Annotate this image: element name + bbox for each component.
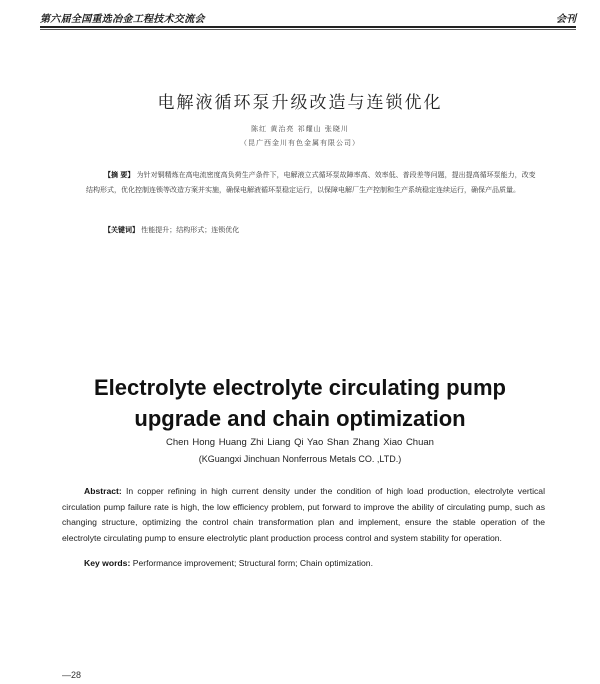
english-authors: Chen Hong Huang Zhi Liang Qi Yao Shan Zhang Xiao Chuan bbox=[166, 437, 434, 448]
proceedings-label: 会刊 bbox=[556, 14, 576, 25]
english-abstract-text: In copper refining in high current density under the condition of high load production, electrolyte vertical circulation pump failure rate is high, the low efficiency problem, put forward to improve the ability of circulating pump, such as changing structure, optimizing the control chain transformation plan and implement, ensure the stable operation of the electrolyte circulating pump to ensure electrolytic plant production process control and system stability for operation. bbox=[62, 486, 545, 543]
chinese-keywords-text: 性能提升；结构形式；连锁优化 bbox=[141, 226, 240, 234]
chinese-keywords-label: 【关键词】 bbox=[104, 225, 139, 234]
chinese-title: 电解液循环泵升级改造与连锁优化 bbox=[157, 93, 443, 113]
english-abstract-label: Abstract: bbox=[84, 486, 122, 496]
english-keywords bbox=[84, 558, 544, 568]
header-rule-thin bbox=[40, 29, 576, 30]
english-title-line-2: upgrade and chain optimization bbox=[134, 406, 466, 431]
chinese-authors: 陈红 黄治亮 祁耀山 张晓川 bbox=[251, 125, 349, 133]
chinese-affiliation: （昆广西金川有色金属有限公司） bbox=[240, 139, 360, 147]
running-header bbox=[40, 10, 576, 24]
english-title-line-1: Electrolyte electrolyte circulating pump bbox=[93, 375, 506, 400]
english-keywords-label: Key words: bbox=[84, 558, 131, 568]
chinese-abstract bbox=[86, 167, 542, 198]
english-affiliation: (KGuangxi Jinchuan Nonferrous Metals CO. ,LTD.) bbox=[198, 454, 402, 464]
page-number: —28 bbox=[62, 670, 82, 680]
english-title bbox=[0, 372, 600, 434]
conference-name: 第六届全国重选冶金工程技术交流会 bbox=[40, 14, 205, 25]
chinese-keywords bbox=[104, 225, 544, 235]
english-keywords-text: Performance improvement; Structural form; Chain optimization. bbox=[132, 558, 373, 568]
chinese-abstract-label: 【摘 要】 bbox=[104, 170, 135, 179]
header-rule bbox=[40, 26, 576, 28]
chinese-abstract-text: 为针对铜精炼在高电流密度高负荷生产条件下，电解液立式循环泵故障率高、效率低、普段差等问题，提出提高循环泵能力，改变结构形式，优化控制连锁等改造方案并实施，确保电解液循环泵稳定运行，以保障电解厂生产控制和生产系统稳定连续运行，确保产品质量。 bbox=[86, 171, 536, 194]
english-abstract bbox=[62, 484, 545, 546]
